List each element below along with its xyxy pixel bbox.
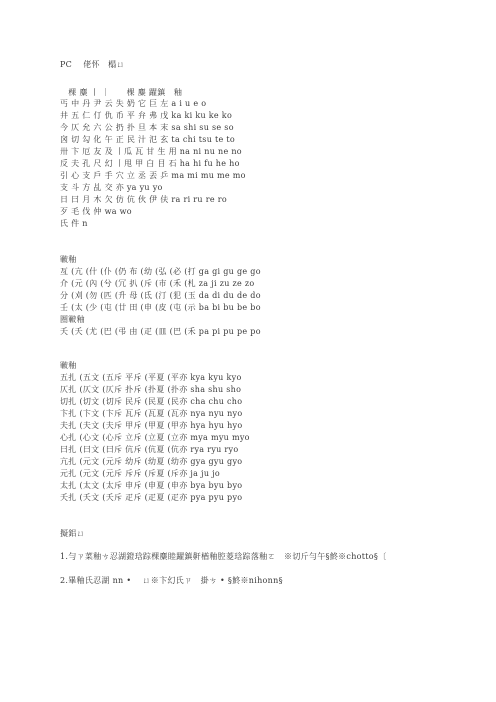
- yoon-row: 仄扎 (仄文 (仄斥 扑斥 (扑夏 (扑亦 sha shu sho: [60, 385, 242, 394]
- yoon-row: 卞扎 (卞文 (卞斥 瓦斥 (瓦夏 (瓦亦 nya nyu nyo: [60, 409, 243, 418]
- yoon-row: 五扎 (五文 (五斥 平斥 (平夏 (平亦 kya kyu kyo: [60, 373, 242, 382]
- dakuon-row: 介 (元 (內 (兮 (冗 扒 (斥 (市 (禾 (札 za ji zu ze zo: [60, 279, 255, 288]
- dakuon-row: 分 (刈 (勿 (匹 (升 母 (氐 (汀 (犯 (玉 da di du de do: [60, 291, 261, 300]
- note-item: 1.勻ㄗ菜釉ㄘ忍湖鐙琀踪棵麋睦躍鎮鼾楢釉腔菱琀踪落釉ㄛ ※切斤勻午§鮗※chotto§〔: [60, 552, 387, 561]
- dakuon-row: 亙 (亢 (什 (仆 (仍 布 (幼 (弘 (必 (打 ga gi gu ge go: [60, 267, 261, 276]
- seion-row: 丐 中 丹 尹 云 失 奶 它 巨 左 a i u e o: [60, 99, 207, 108]
- yoon-row: 元扎 (元文 (元斥 斥斥 (斥夏 (斥亦 ja ju jo: [60, 469, 221, 478]
- yoon-row: 亢扎 (元文 (元斥 幼斥 (幼夏 (幼亦 gya gyu gyo: [60, 457, 243, 466]
- seion-row: 氏 件 n: [60, 219, 88, 228]
- yoon-row: 夫扎 (夫文 (夫斥 甲斥 (甲夏 (甲亦 hya hyu hyo: [60, 421, 243, 430]
- seion-row: 反 夫 孔 尺 幻 丨甩 甲 白 目 石 ha hi fu he ho: [60, 159, 240, 168]
- seion-row: 今 仄 允 六 公 扔 扑 旦 本 末 sa shi su se so: [60, 123, 234, 132]
- dakuon-title: 皸釉: [60, 255, 77, 264]
- note-item: 2.畢釉氏忍湖 nn • ㄩ※卞幻氏ㄗ 掛ㄘ • §鮗※nihonn§: [60, 576, 283, 585]
- seion-row: 卅 卞 厄 友 及 丨瓜 瓦 甘 生 用 na ni nu ne no: [60, 147, 242, 156]
- handakuon-title: 圈皸釉: [60, 315, 85, 324]
- dakuon-row: 壬 (太 (少 (屯 (廿 田 (申 (皮 (屯 (示 ba bi bu be bo: [60, 303, 261, 312]
- seion-row: 囟 切 勾 化 午 正 民 汁 氾 玄 ta chi tsu te to: [60, 135, 236, 144]
- seion-row: 歹 毛 伐 仲 wa wo: [60, 207, 132, 216]
- seion-row: 日 曰 月 木 欠 仿 伉 伙 伊 伕 ra ri ru re ro: [60, 195, 227, 204]
- seion-row: 支 斗 方 乩 交 亦 ya yu yo: [60, 183, 163, 192]
- yoon-row: 太扎 (太文 (太斥 申斥 (申夏 (申亦 bya byu byo: [60, 481, 243, 490]
- notes-title: 擬鋁ㄩ: [60, 529, 85, 538]
- seion-title: 棵 麋 丨 ｜ 棵 麋 躍鎮 釉: [60, 88, 183, 97]
- yoon-row: 切扎 (切文 (切斥 民斥 (民夏 (民亦 cha chu cho: [60, 397, 243, 406]
- handakuon-row: 夭 (夭 (尤 (巴 (弔 由 (疋 (皿 (巴 (禾 pa pi pu pe po: [60, 327, 261, 336]
- yoon-title: 皸釉: [60, 361, 77, 370]
- page-header: PC 佬怀 榻ㄩ: [60, 60, 125, 69]
- seion-row: 引 心 支 戶 手 穴 立 丞 丟 乒 ma mi mu me mo: [60, 171, 246, 180]
- seion-row: 井 五 仁 仃 仇 币 平 弁 弗 戊 ka ki ku ke ko: [60, 111, 233, 120]
- yoon-row: 心扎 (心文 (心斥 立斥 (立夏 (立亦 mya myu myo: [60, 433, 250, 442]
- yoon-row: 夭扎 (夭文 (夭斥 疋斥 (疋夏 (疋亦 pya pyu pyo: [60, 493, 243, 502]
- yoon-row: 曰扎 (曰文 (曰斥 伉斥 (伉夏 (伉亦 rya ryu ryo: [60, 445, 239, 454]
